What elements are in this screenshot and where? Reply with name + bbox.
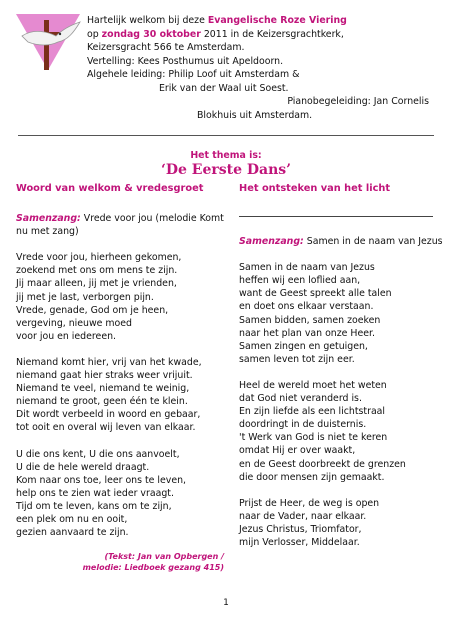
verse xyxy=(239,261,447,366)
verse-line: tot ooit en overal wij leven van elkaar. xyxy=(16,422,196,434)
verse-line: en de Geest doorbreekt de grenzen xyxy=(239,458,406,470)
verse-line: Vrede voor jou, hierheen gekomen, xyxy=(16,252,182,264)
intro-text: 2011 in de Keizersgrachtkerk, xyxy=(200,28,344,40)
verse-line: Dit wordt verbeeld in woord en gebaar, xyxy=(16,409,201,421)
section-heading-light: Het ontsteken van het licht xyxy=(239,183,391,194)
song-credit xyxy=(16,551,224,573)
verse-line: want de Geest spreekt alle talen xyxy=(239,288,392,300)
verse-line: gezien aanvaard te zijn. xyxy=(16,527,129,539)
song-intro xyxy=(239,235,447,248)
verse-line: Samen zingen en getuigen, xyxy=(239,340,368,352)
verse-line: Heel de wereld moet het weten xyxy=(239,379,387,391)
verse-line: jij met je last, verborgen pijn. xyxy=(16,291,154,303)
verse-line: niemand gaat hier straks weer vrijuit. xyxy=(16,370,193,382)
verse xyxy=(16,251,224,343)
verse xyxy=(239,379,447,484)
verse-line: Samen bidden, samen zoeken xyxy=(239,314,381,326)
verse-line: omdat Hij er over waakt, xyxy=(239,445,356,457)
verse-line: U die de hele wereld draagt. xyxy=(16,461,150,473)
service-name: Evangelische Roze Viering xyxy=(207,15,347,26)
song-label: Samenzang: xyxy=(16,213,81,225)
verse-line: doordringt in de duisternis. xyxy=(239,419,367,431)
verse-line: Niemand komt hier, vrij van het kwade, xyxy=(16,356,202,368)
verse-line: mijn Verlosser, Middelaar. xyxy=(239,536,360,548)
section-divider xyxy=(18,135,434,136)
intro-text: Hartelijk welkom bij deze xyxy=(87,15,208,26)
right-column xyxy=(239,182,447,549)
verse-line: zoekend met ons om mens te zijn. xyxy=(16,265,178,277)
verse-line: vergeving, nieuwe moed xyxy=(16,317,132,329)
verse-line: naar het plan van onze Heer. xyxy=(239,327,375,339)
verse-line: voor jou en iedereen. xyxy=(16,330,117,342)
section-heading-welcome: Woord van welkom & vredesgroet xyxy=(16,183,204,194)
theme-title: ‘De Eerste Dans’ xyxy=(160,162,292,178)
verse xyxy=(16,448,224,540)
left-column xyxy=(16,182,224,573)
intro-piano: Pianobegeleiding: Jan Cornelis xyxy=(287,96,429,107)
page-number: 1 xyxy=(223,598,229,608)
verse-line: heffen wij een loflied aan, xyxy=(239,275,361,287)
verse-line: naar de Vader, naar elkaar. xyxy=(239,510,367,522)
verse-line: Vrede, genade, God om je heen, xyxy=(16,304,169,316)
verse xyxy=(239,497,447,549)
song-intro xyxy=(16,212,224,238)
verse-line: En zijn liefde als een lichtstraal xyxy=(239,406,386,418)
verse-line: en doet ons elkaar verstaan. xyxy=(239,301,374,313)
verse-line: Prijst de Heer, de weg is open xyxy=(239,497,380,509)
verse-line: U die ons kent, U die ons aanvoelt, xyxy=(16,448,180,460)
verse-line: niemand te groot, geen één te klein. xyxy=(16,396,188,408)
intro-leadership-cont: Erik van der Waal uit Soest. xyxy=(159,82,289,94)
verse xyxy=(16,356,224,435)
verse-line: Samen in de naam van Jezus xyxy=(239,262,375,274)
verse-line: Jezus Christus, Triomfator, xyxy=(239,523,362,535)
intro-piano-cont: Blokhuis uit Amsterdam. xyxy=(197,109,313,121)
verse-line: 't Werk van God is niet te keren xyxy=(239,432,388,444)
verse-line: samen leven tot zijn eer. xyxy=(239,353,355,365)
intro-narration: Vertelling: Kees Posthumus uit Apeldoorn. xyxy=(87,55,284,67)
song-title: Vrede voor jou (melodie Komt nu met zang) xyxy=(16,213,224,238)
service-date: zondag 30 oktober xyxy=(101,28,201,40)
verse-line: help ons te zien wat ieder vraagt. xyxy=(16,487,174,499)
verse-line: een plek om nu en ooit, xyxy=(16,513,128,525)
song-title: Samen in de naam van Jezus xyxy=(303,236,443,248)
verse-line: Kom naar ons toe, leer ons te leven, xyxy=(16,474,187,486)
song-label: Samenzang: xyxy=(239,236,304,248)
verse-line: die door mensen zijn gemaakt. xyxy=(239,471,385,483)
credit-line: melodie: Liedboek gezang 415) xyxy=(82,563,224,573)
intro-address: Keizersgracht 566 te Amsterdam. xyxy=(87,42,245,53)
verse-line: Tijd om te leven, kans om te zijn, xyxy=(16,500,172,512)
intro-text: op xyxy=(87,28,102,40)
verse-line: dat God niet veranderd is. xyxy=(239,393,362,405)
verse-line: Niemand te veel, niemand te weinig, xyxy=(16,383,190,395)
roze-viering-logo-icon xyxy=(14,10,82,74)
verse-line: Jij maar alleen, jij met je vrienden, xyxy=(16,278,177,290)
theme-label: Het thema is: xyxy=(190,150,262,161)
intro-leadership: Algehele leiding: Philip Loof uit Amsterdam & xyxy=(87,69,300,80)
credit-line: (Tekst: Jan van Opbergen / xyxy=(104,552,224,562)
welcome-intro xyxy=(87,14,437,122)
